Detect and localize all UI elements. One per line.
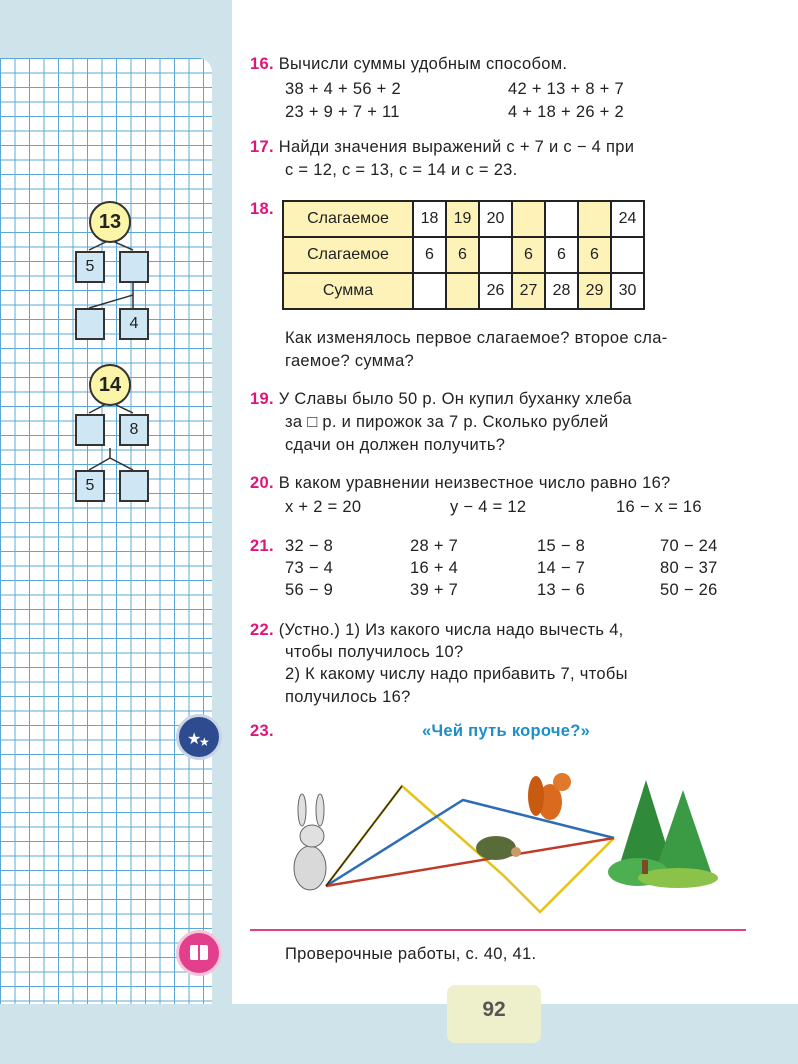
- table-row: [283, 201, 644, 237]
- row-label: Слагаемое: [283, 201, 413, 237]
- svg-text:★: ★: [199, 735, 210, 749]
- ex19-number: 19.: [250, 390, 274, 408]
- ex21-expr: 32 − 8: [285, 537, 334, 555]
- table-cell: 28: [545, 273, 578, 309]
- table-cell: [479, 237, 512, 273]
- ex16-expr-1: 38 + 4 + 56 + 2: [285, 80, 401, 98]
- path-illustration: [278, 760, 738, 920]
- ex21-expr: 50 − 26: [660, 581, 718, 599]
- footer-band: [0, 1004, 798, 1064]
- table-cell: 27: [512, 273, 545, 309]
- ex20-text: В каком уравнении неизвестное число равно 16?: [278, 474, 671, 492]
- ex16-expr-3: 23 + 9 + 7 + 11: [285, 103, 400, 121]
- table-cell: [578, 201, 611, 237]
- ex20-equation-1: x + 2 = 20: [285, 498, 362, 516]
- table-cell: 24: [611, 201, 644, 237]
- tree2-box-a: [75, 414, 105, 446]
- ex17-text-1: Найди значения выражений c + 7 и c − 4 при: [278, 138, 635, 156]
- table-cell: 6: [446, 237, 479, 273]
- tree1-box-b: [119, 251, 149, 283]
- ex21-expr: 28 + 7: [410, 537, 459, 555]
- hedgehog-illustration: [476, 836, 521, 860]
- ex20-line: [250, 474, 671, 493]
- ex21-expr: 39 + 7: [410, 581, 459, 599]
- ex21-number: 21.: [250, 537, 274, 555]
- table-cell: 18: [413, 201, 446, 237]
- ex21-expr: 73 − 4: [285, 559, 334, 577]
- table-cell: 26: [479, 273, 512, 309]
- ex22-line1: [250, 621, 624, 640]
- table-cell: [611, 237, 644, 273]
- ex19-text-3: сдачи он должен получить?: [285, 436, 506, 454]
- tree1-box-c: [75, 308, 105, 340]
- ex21-expr: 14 − 7: [537, 559, 586, 577]
- rabbit-illustration: [294, 794, 326, 890]
- ex20-equation-3: 16 − x = 16: [616, 498, 702, 516]
- ex18-question-2: гаемое? сумма?: [285, 352, 415, 370]
- table-cell: [512, 201, 545, 237]
- ex22-text-4: получилось 16?: [285, 688, 411, 706]
- ex16-number: 16.: [250, 55, 274, 73]
- row-label: Слагаемое: [283, 237, 413, 273]
- table-cell: 30: [611, 273, 644, 309]
- ex16-text: Вычисли суммы удобным способом.: [278, 55, 568, 73]
- ex18-number: 18.: [250, 200, 274, 218]
- table-cell: 6: [545, 237, 578, 273]
- section-divider: [250, 929, 746, 931]
- table-cell: 20: [479, 201, 512, 237]
- tree2-top-number: 14: [89, 364, 131, 406]
- ex23-title: «Чей путь короче?»: [422, 722, 591, 740]
- ex21-expr: 70 − 24: [660, 537, 718, 555]
- ex19-text-1: У Славы было 50 р. Он купил буханку хлеба: [278, 390, 632, 408]
- table-cell: 6: [512, 237, 545, 273]
- table-cell: 29: [578, 273, 611, 309]
- svg-text:★: ★: [187, 731, 202, 748]
- ex19-text-2: за □ р. и пирожок за 7 р. Сколько рублей: [285, 413, 609, 431]
- page-number: 92: [447, 985, 541, 1043]
- tree2-box-d: [119, 470, 149, 502]
- tree1-box-d: 4: [119, 308, 149, 340]
- ex21-expr: 56 − 9: [285, 581, 334, 599]
- ex18-question-1: Как изменялось первое слагаемое? второе сла-: [285, 329, 668, 347]
- ex17-text-2: c = 12, c = 13, c = 14 и c = 23.: [285, 161, 518, 179]
- trees-illustration: [608, 780, 718, 888]
- tree2-box-c: 5: [75, 470, 105, 502]
- tree1-box-a: 5: [75, 251, 105, 283]
- ex20-number: 20.: [250, 474, 274, 492]
- tree2-box-b: 8: [119, 414, 149, 446]
- ex21-expr: 80 − 37: [660, 559, 718, 577]
- squirrel-illustration: [528, 773, 571, 820]
- table-cell: 19: [446, 201, 479, 237]
- ex22-text-3: 2) К какому числу надо прибавить 7, чтобы: [285, 665, 628, 683]
- ex22-text-1: (Устно.) 1) Из какого числа надо вычесть 4,: [278, 621, 624, 639]
- ex16-expr-2: 42 + 13 + 8 + 7: [508, 80, 624, 98]
- tree1-top-number: 13: [89, 201, 131, 243]
- stars-icon: [176, 714, 222, 760]
- ex21-expr: 13 − 6: [537, 581, 586, 599]
- table-cell: 6: [578, 237, 611, 273]
- ex17-line1: [250, 138, 634, 157]
- ex17-number: 17.: [250, 138, 274, 156]
- table-row: [283, 273, 644, 309]
- addition-table: [282, 200, 645, 310]
- ex22-text-2: чтобы получилось 10?: [285, 643, 464, 661]
- table-row: [283, 237, 644, 273]
- ex21-expr: 15 − 8: [537, 537, 586, 555]
- ex23-number: 23.: [250, 722, 274, 740]
- ex16-line: [250, 55, 567, 74]
- table-cell: 6: [413, 237, 446, 273]
- ex20-equation-2: y − 4 = 12: [450, 498, 527, 516]
- row-label: Сумма: [283, 273, 413, 309]
- table-cell: [446, 273, 479, 309]
- footer-reference: Проверочные работы, с. 40, 41.: [285, 945, 537, 963]
- table-cell: [545, 201, 578, 237]
- table-cell: [413, 273, 446, 309]
- ex19-line1: [250, 390, 632, 409]
- ex22-number: 22.: [250, 621, 274, 639]
- ex16-expr-4: 4 + 18 + 26 + 2: [508, 103, 624, 121]
- ex21-expr: 16 + 4: [410, 559, 459, 577]
- book-icon: [176, 930, 222, 976]
